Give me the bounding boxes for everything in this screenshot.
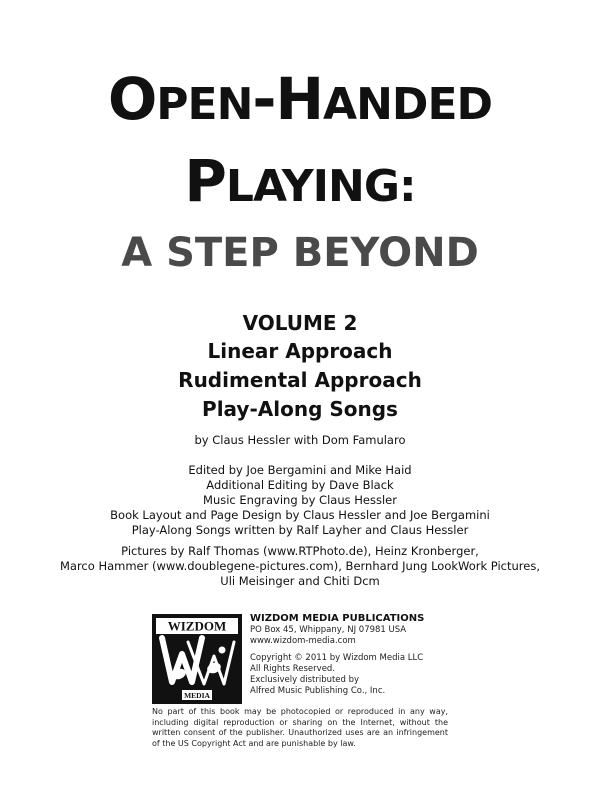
logo-top-text: WIZDOM — [167, 618, 227, 634]
topic-play-along-songs: Play-Along Songs — [202, 397, 398, 421]
topic-rudimental-approach: Rudimental Approach — [178, 368, 422, 392]
title-line-2: PLAYING: — [184, 147, 416, 215]
legal-notice: No part of this book may be photocopied or reproduced in any way, including digital reproduction or sharing on the Internet, without the written consent of the publisher. Unauthorized uses are an infringement of the US Copyright Act and are punishable by law. — [152, 707, 448, 748]
subtitle: A STEP BEYOND — [121, 230, 479, 276]
publisher-address: PO Box 45, Whippany, NJ 07981 USA — [250, 625, 407, 635]
credit-line: Edited by Joe Bergamini and Mike Haid — [188, 463, 412, 477]
credit-line: Play-Along Songs written by Ralf Layher and Claus Hessler — [131, 523, 469, 537]
distributor-name: Alfred Music Publishing Co., Inc. — [250, 686, 386, 696]
wizdom-media-logo — [152, 614, 242, 704]
editorial-credits — [0, 463, 600, 538]
author-line: by Claus Hessler with Dom Famularo — [194, 433, 406, 447]
distribution-line: Exclusively distributed by — [250, 675, 360, 685]
credit-line: Uli Meisinger and Chiti Dcm — [220, 574, 380, 588]
credit-line: Pictures by Ralf Thomas (www.RTPhoto.de), Heinz Kronberger, — [121, 544, 479, 558]
credit-line: Music Engraving by Claus Hessler — [203, 493, 397, 507]
credit-line: Marco Hammer (www.doublegene-pictures.com), Bernhard Jung LookWork Pictures, — [59, 559, 540, 573]
title-line-1: OPEN-HANDED — [107, 65, 493, 133]
publisher-name: WIZDOM MEDIA PUBLICATIONS — [250, 613, 425, 624]
logo-graphic — [152, 614, 242, 704]
picture-credits — [0, 544, 600, 589]
rights-line: All Rights Reserved. — [250, 664, 336, 674]
credit-line: Additional Editing by Dave Black — [206, 478, 394, 492]
publisher-info — [250, 612, 490, 697]
copyright-line: Copyright © 2011 by Wizdom Media LLC — [250, 653, 424, 663]
logo-bottom-text: MEDIA — [184, 691, 210, 700]
credit-line: Book Layout and Page Design by Claus Hessler and Joe Bergamini — [110, 508, 490, 522]
topic-linear-approach: Linear Approach — [207, 339, 393, 363]
volume-label: VOLUME 2 — [242, 311, 358, 335]
publisher-website: www.wizdom-media.com — [250, 636, 356, 646]
